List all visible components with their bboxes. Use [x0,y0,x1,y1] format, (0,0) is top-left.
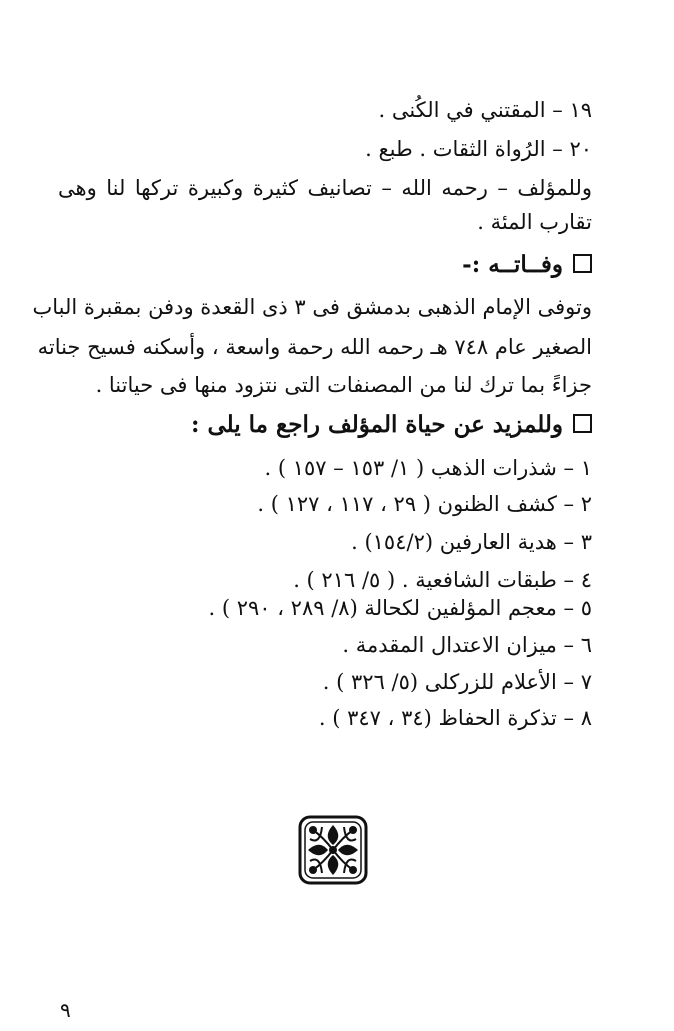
ornament-icon [298,815,368,885]
checkbox-square-icon [573,414,592,433]
page-number: ٩ [60,998,71,1022]
works-paragraph-line-1: وللمؤلف – رحمه الله – تصانيف كثيرة وكبيرة تركها لنا وهى [58,176,592,200]
reference-item-3: ٣ – هدية العارفين (١٥٤/٢) . [351,530,592,554]
list-item-19: ١٩ – المقتني في الكُنى . [378,98,592,122]
reference-item-6: ٦ – ميزان الاعتدال المقدمة . [342,633,592,657]
reference-item-4: ٤ – طبقات الشافعية . ( ٥/ ٢١٦ ) . [293,568,592,592]
references-heading-text: وللمزيد عن حياة المؤلف راجع ما يلى : [190,411,563,438]
reference-item-7: ٧ – الأعلام للزركلى (٥/ ٣٢٦ ) . [322,670,592,694]
reference-item-5: ٥ – معجم المؤلفين لكحالة (٨/ ٢٨٩ ، ٢٩٠ ) . [208,596,592,620]
death-paragraph-line-3: جزاءً بما ترك لنا من المصنفات التى نتزود منها فى حياتنا . [95,373,592,397]
works-paragraph-line-2: تقارب المئة . [477,210,592,234]
death-heading-text: وفــاتــه :- [462,251,563,278]
references-section-heading [191,410,592,440]
reference-item-8: ٨ – تذكرة الحفاظ (٣٤ ، ٣٤٧ ) . [318,706,592,730]
list-item-20: ٢٠ – الرُواة الثقات . طبع . [365,137,592,161]
reference-item-2: ٢ – كشف الظنون ( ٢٩ ، ١١٧ ، ١٢٧ ) . [257,492,592,516]
checkbox-square-icon [573,254,592,273]
reference-item-1: ١ – شذرات الذهب ( ١/ ١٥٣ – ١٥٧ ) . [264,456,592,480]
death-paragraph-line-2: الصغير عام ٧٤٨ هـ رحمه الله رحمة واسعة ، وأسكنه فسيح جناته [37,335,592,359]
death-paragraph-line-1: وتوفى الإمام الذهبى بدمشق فى ٣ ذى القعدة ودفن بمقبرة الباب [32,295,592,319]
death-section-heading [462,250,592,280]
